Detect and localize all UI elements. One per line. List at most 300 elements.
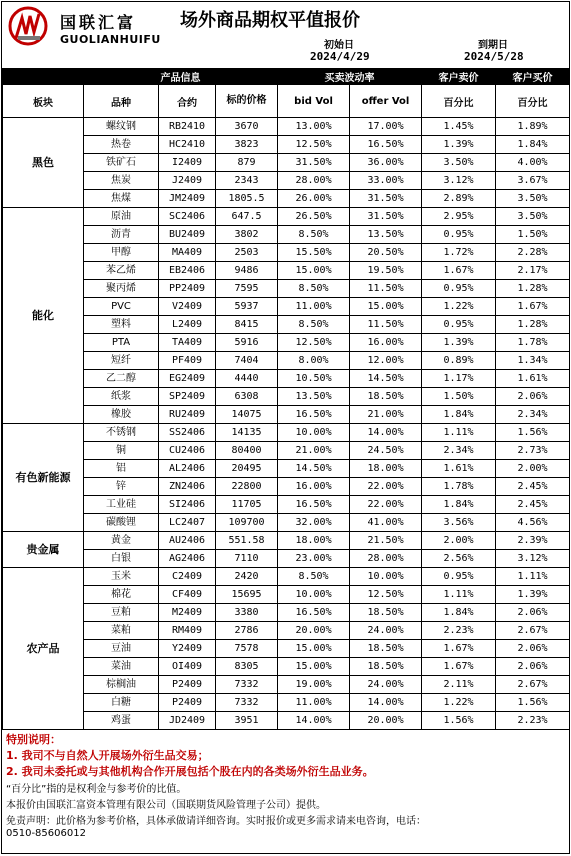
underlying-price-cell: 11705 [216, 496, 278, 514]
header [2, 2, 569, 68]
contract-cell: AG2406 [159, 550, 216, 568]
offer-vol-cell: 11.50% [350, 316, 422, 334]
contract-cell: HC2410 [159, 136, 216, 154]
sell-pct-cell: 0.95% [422, 568, 496, 586]
variety-cell: 苯乙烯 [84, 262, 159, 280]
table-row [3, 388, 570, 406]
col-underlying-price: 标的价格 [216, 85, 278, 118]
sell-pct-cell: 0.95% [422, 280, 496, 298]
table-row [3, 118, 570, 136]
underlying-price-cell: 22800 [216, 478, 278, 496]
buy-pct-cell: 2.06% [496, 604, 570, 622]
underlying-price-cell: 8415 [216, 316, 278, 334]
table-row [3, 658, 570, 676]
report-title: 场外商品期权平值报价 [180, 10, 360, 31]
sell-pct-cell: 2.56% [422, 550, 496, 568]
table-row [3, 262, 570, 280]
contract-cell: RM409 [159, 622, 216, 640]
underlying-price-cell: 3823 [216, 136, 278, 154]
sell-pct-cell: 1.45% [422, 118, 496, 136]
variety-cell: 豆油 [84, 640, 159, 658]
sell-pct-cell: 0.95% [422, 226, 496, 244]
underlying-price-cell: 6308 [216, 388, 278, 406]
variety-cell: 白银 [84, 550, 159, 568]
buy-pct-cell: 3.50% [496, 208, 570, 226]
bid-vol-cell: 16.50% [278, 604, 350, 622]
variety-cell: 焦炭 [84, 172, 159, 190]
variety-cell: 聚丙烯 [84, 280, 159, 298]
underlying-price-cell: 20495 [216, 460, 278, 478]
column-header-row [3, 85, 570, 118]
end-date-label: 到期日 [478, 40, 508, 51]
offer-vol-cell: 24.00% [350, 622, 422, 640]
sell-pct-cell: 1.84% [422, 604, 496, 622]
bid-vol-cell: 15.00% [278, 658, 350, 676]
variety-cell: 豆粕 [84, 604, 159, 622]
contract-cell: C2409 [159, 568, 216, 586]
contract-cell: L2409 [159, 316, 216, 334]
sell-pct-cell: 1.78% [422, 478, 496, 496]
table-row [3, 586, 570, 604]
sell-pct-cell: 1.72% [422, 244, 496, 262]
sell-pct-cell: 1.17% [422, 370, 496, 388]
contract-cell: PF409 [159, 352, 216, 370]
underlying-price-cell: 551.58 [216, 532, 278, 550]
offer-vol-cell: 14.00% [350, 694, 422, 712]
contract-cell: I2409 [159, 154, 216, 172]
quote-table [2, 68, 570, 730]
offer-vol-cell: 24.50% [350, 442, 422, 460]
buy-pct-cell: 1.61% [496, 370, 570, 388]
buy-pct-cell: 1.39% [496, 586, 570, 604]
buy-pct-cell: 2.39% [496, 532, 570, 550]
table-body [3, 118, 570, 730]
bid-vol-cell: 31.50% [278, 154, 350, 172]
group-vol: 买卖波动率 [278, 69, 422, 85]
logo-name-en: GUOLIANHUIFU [60, 33, 161, 46]
buy-pct-cell: 2.00% [496, 460, 570, 478]
variety-cell: 碳酸锂 [84, 514, 159, 532]
contract-cell: P2409 [159, 676, 216, 694]
underlying-price-cell: 7578 [216, 640, 278, 658]
sell-pct-cell: 1.39% [422, 334, 496, 352]
variety-cell: 不锈钢 [84, 424, 159, 442]
offer-vol-cell: 20.00% [350, 712, 422, 730]
contract-cell: JM2409 [159, 190, 216, 208]
buy-pct-cell: 1.28% [496, 280, 570, 298]
contract-cell: PP2409 [159, 280, 216, 298]
offer-vol-cell: 36.00% [350, 154, 422, 172]
bid-vol-cell: 23.00% [278, 550, 350, 568]
buy-pct-cell: 1.28% [496, 316, 570, 334]
table-row [3, 568, 570, 586]
buy-pct-cell: 4.00% [496, 154, 570, 172]
bid-vol-cell: 11.00% [278, 694, 350, 712]
variety-cell: 原油 [84, 208, 159, 226]
buy-pct-cell: 1.67% [496, 298, 570, 316]
underlying-price-cell: 1805.5 [216, 190, 278, 208]
variety-cell: 铁矿石 [84, 154, 159, 172]
buy-pct-cell: 1.34% [496, 352, 570, 370]
bid-vol-cell: 13.00% [278, 118, 350, 136]
variety-cell: 纸浆 [84, 388, 159, 406]
contract-cell: BU2409 [159, 226, 216, 244]
underlying-price-cell: 7332 [216, 694, 278, 712]
sell-pct-cell: 1.50% [422, 388, 496, 406]
offer-vol-cell: 22.00% [350, 478, 422, 496]
variety-cell: 热卷 [84, 136, 159, 154]
contract-cell: J2409 [159, 172, 216, 190]
variety-cell: 塑料 [84, 316, 159, 334]
buy-pct-cell: 2.45% [496, 478, 570, 496]
sell-pct-cell: 2.11% [422, 676, 496, 694]
bid-vol-cell: 15.50% [278, 244, 350, 262]
buy-pct-cell: 2.73% [496, 442, 570, 460]
sector-name: 贵金属 [3, 532, 84, 568]
buy-pct-cell: 1.78% [496, 334, 570, 352]
footer-disclaimer: 免责声明：此价格为参考价格，具体承做请详细咨询。实时报价或更多需求请来电咨询，电话： [6, 816, 426, 827]
group-client-buy: 客户买价 [496, 69, 570, 85]
sell-pct-cell: 3.12% [422, 172, 496, 190]
underlying-price-cell: 2343 [216, 172, 278, 190]
start-date-label: 初始日 [324, 40, 354, 51]
sell-pct-cell: 1.56% [422, 712, 496, 730]
offer-vol-cell: 18.50% [350, 604, 422, 622]
bid-vol-cell: 8.50% [278, 280, 350, 298]
underlying-price-cell: 3670 [216, 118, 278, 136]
buy-pct-cell: 2.17% [496, 262, 570, 280]
contract-cell: V2409 [159, 298, 216, 316]
bid-vol-cell: 8.50% [278, 226, 350, 244]
bid-vol-cell: 32.00% [278, 514, 350, 532]
footer-notes [2, 729, 569, 854]
variety-cell: 焦煤 [84, 190, 159, 208]
sell-pct-cell: 1.22% [422, 694, 496, 712]
variety-cell: 菜油 [84, 658, 159, 676]
buy-pct-cell: 3.12% [496, 550, 570, 568]
bid-vol-cell: 10.00% [278, 586, 350, 604]
contract-cell: M2409 [159, 604, 216, 622]
sell-pct-cell: 2.89% [422, 190, 496, 208]
table-row [3, 640, 570, 658]
bid-vol-cell: 14.50% [278, 460, 350, 478]
sector-name: 能化 [3, 208, 84, 424]
table-row [3, 280, 570, 298]
bid-vol-cell: 11.00% [278, 298, 350, 316]
bid-vol-cell: 16.50% [278, 496, 350, 514]
underlying-price-cell: 5937 [216, 298, 278, 316]
underlying-price-cell: 14075 [216, 406, 278, 424]
buy-pct-cell: 1.56% [496, 694, 570, 712]
sell-pct-cell: 1.67% [422, 640, 496, 658]
underlying-price-cell: 7110 [216, 550, 278, 568]
col-sector: 板块 [3, 85, 84, 118]
offer-vol-cell: 17.00% [350, 118, 422, 136]
variety-cell: 铝 [84, 460, 159, 478]
table-row [3, 298, 570, 316]
bid-vol-cell: 21.00% [278, 442, 350, 460]
bid-vol-cell: 28.00% [278, 172, 350, 190]
table-row [3, 550, 570, 568]
footer-title: 特别说明： [6, 733, 61, 746]
offer-vol-cell: 18.50% [350, 658, 422, 676]
contract-cell: EB2406 [159, 262, 216, 280]
table-row [3, 442, 570, 460]
table-row [3, 532, 570, 550]
contract-cell: SS2406 [159, 424, 216, 442]
sell-pct-cell: 2.00% [422, 532, 496, 550]
sell-pct-cell: 1.67% [422, 262, 496, 280]
contract-cell: AL2406 [159, 460, 216, 478]
variety-cell: 螺纹钢 [84, 118, 159, 136]
underlying-price-cell: 2786 [216, 622, 278, 640]
underlying-price-cell: 3802 [216, 226, 278, 244]
offer-vol-cell: 16.00% [350, 334, 422, 352]
table-row [3, 460, 570, 478]
contract-cell: CF409 [159, 586, 216, 604]
table-row [3, 154, 570, 172]
sell-pct-cell: 1.61% [422, 460, 496, 478]
col-bid-vol: bid Vol [278, 85, 350, 118]
offer-vol-cell: 21.00% [350, 406, 422, 424]
table-row [3, 352, 570, 370]
col-offer-vol: offer Vol [350, 85, 422, 118]
underlying-price-cell: 9486 [216, 262, 278, 280]
table-row [3, 244, 570, 262]
bid-vol-cell: 8.50% [278, 568, 350, 586]
contract-cell: SP2409 [159, 388, 216, 406]
underlying-price-cell: 4440 [216, 370, 278, 388]
quote-sheet [1, 1, 570, 854]
underlying-price-cell: 2420 [216, 568, 278, 586]
bid-vol-cell: 20.00% [278, 622, 350, 640]
offer-vol-cell: 31.50% [350, 190, 422, 208]
variety-cell: 工业硅 [84, 496, 159, 514]
contract-cell: SI2406 [159, 496, 216, 514]
buy-pct-cell: 1.56% [496, 424, 570, 442]
offer-vol-cell: 22.00% [350, 496, 422, 514]
contract-cell: RU2409 [159, 406, 216, 424]
table-row [3, 424, 570, 442]
variety-cell: 棕榈油 [84, 676, 159, 694]
contract-cell: MA409 [159, 244, 216, 262]
sell-pct-cell: 2.34% [422, 442, 496, 460]
sell-pct-cell: 1.11% [422, 586, 496, 604]
sell-pct-cell: 1.67% [422, 658, 496, 676]
table-row [3, 172, 570, 190]
group-header-row [3, 69, 570, 85]
table-row [3, 712, 570, 730]
group-product-info: 产品信息 [84, 69, 278, 85]
footer-note-1: 1. 我司不与自然人开展场外衍生品交易； [6, 749, 209, 762]
table-row [3, 136, 570, 154]
buy-pct-cell: 4.56% [496, 514, 570, 532]
variety-cell: 棉花 [84, 586, 159, 604]
table-row [3, 478, 570, 496]
offer-vol-cell: 31.50% [350, 208, 422, 226]
variety-cell: 玉米 [84, 568, 159, 586]
contract-cell: AU2406 [159, 532, 216, 550]
offer-vol-cell: 10.00% [350, 568, 422, 586]
sell-pct-cell: 1.84% [422, 496, 496, 514]
buy-pct-cell: 2.23% [496, 712, 570, 730]
bid-vol-cell: 16.00% [278, 478, 350, 496]
group-client-sell: 客户卖价 [422, 69, 496, 85]
table-row [3, 496, 570, 514]
bid-vol-cell: 26.50% [278, 208, 350, 226]
sell-pct-cell: 2.95% [422, 208, 496, 226]
bid-vol-cell: 26.00% [278, 190, 350, 208]
sell-pct-cell: 0.95% [422, 316, 496, 334]
underlying-price-cell: 8305 [216, 658, 278, 676]
offer-vol-cell: 41.00% [350, 514, 422, 532]
buy-pct-cell: 2.06% [496, 640, 570, 658]
buy-pct-cell: 3.50% [496, 190, 570, 208]
offer-vol-cell: 33.00% [350, 172, 422, 190]
variety-cell: PVC [84, 298, 159, 316]
offer-vol-cell: 13.50% [350, 226, 422, 244]
bid-vol-cell: 10.50% [278, 370, 350, 388]
sell-pct-cell: 0.89% [422, 352, 496, 370]
buy-pct-cell: 2.06% [496, 388, 570, 406]
bid-vol-cell: 8.00% [278, 352, 350, 370]
buy-pct-cell: 3.67% [496, 172, 570, 190]
contract-cell: Y2409 [159, 640, 216, 658]
group-blank [3, 69, 84, 85]
sell-pct-cell: 3.56% [422, 514, 496, 532]
contract-cell: CU2406 [159, 442, 216, 460]
underlying-price-cell: 5916 [216, 334, 278, 352]
sell-pct-cell: 1.39% [422, 136, 496, 154]
contract-cell: EG2409 [159, 370, 216, 388]
contract-cell: P2409 [159, 694, 216, 712]
contract-cell: OI409 [159, 658, 216, 676]
offer-vol-cell: 15.00% [350, 298, 422, 316]
variety-cell: 乙二醇 [84, 370, 159, 388]
underlying-price-cell: 2503 [216, 244, 278, 262]
col-buy-pct: 百分比 [496, 85, 570, 118]
sell-pct-cell: 1.11% [422, 424, 496, 442]
underlying-price-cell: 7404 [216, 352, 278, 370]
contract-cell: TA409 [159, 334, 216, 352]
offer-vol-cell: 19.50% [350, 262, 422, 280]
end-date: 2024/5/28 [464, 50, 524, 63]
col-contract: 合约 [159, 85, 216, 118]
underlying-price-cell: 879 [216, 154, 278, 172]
sell-pct-cell: 1.84% [422, 406, 496, 424]
underlying-price-cell: 7332 [216, 676, 278, 694]
underlying-price-cell: 3380 [216, 604, 278, 622]
underlying-price-cell: 7595 [216, 280, 278, 298]
table-row [3, 190, 570, 208]
table-row [3, 694, 570, 712]
table-row [3, 334, 570, 352]
offer-vol-cell: 18.50% [350, 640, 422, 658]
bid-vol-cell: 12.50% [278, 334, 350, 352]
guolian-logo-icon [8, 6, 48, 46]
logo-name-cn: 国联汇富 [60, 13, 137, 32]
buy-pct-cell: 2.34% [496, 406, 570, 424]
variety-cell: 菜粕 [84, 622, 159, 640]
offer-vol-cell: 14.50% [350, 370, 422, 388]
bid-vol-cell: 16.50% [278, 406, 350, 424]
contract-cell: JD2409 [159, 712, 216, 730]
bid-vol-cell: 14.00% [278, 712, 350, 730]
variety-cell: PTA [84, 334, 159, 352]
sell-pct-cell: 3.50% [422, 154, 496, 172]
buy-pct-cell: 2.45% [496, 496, 570, 514]
offer-vol-cell: 12.00% [350, 352, 422, 370]
variety-cell: 黄金 [84, 532, 159, 550]
bid-vol-cell: 12.50% [278, 136, 350, 154]
sector-name: 黑色 [3, 118, 84, 208]
table-row [3, 208, 570, 226]
underlying-price-cell: 3951 [216, 712, 278, 730]
underlying-price-cell: 109700 [216, 514, 278, 532]
offer-vol-cell: 20.50% [350, 244, 422, 262]
offer-vol-cell: 18.00% [350, 460, 422, 478]
offer-vol-cell: 16.50% [350, 136, 422, 154]
buy-pct-cell: 2.67% [496, 676, 570, 694]
table-row [3, 316, 570, 334]
offer-vol-cell: 11.50% [350, 280, 422, 298]
buy-pct-cell: 1.84% [496, 136, 570, 154]
underlying-price-cell: 80400 [216, 442, 278, 460]
underlying-price-cell: 647.5 [216, 208, 278, 226]
variety-cell: 甲醇 [84, 244, 159, 262]
offer-vol-cell: 28.00% [350, 550, 422, 568]
bid-vol-cell: 13.50% [278, 388, 350, 406]
buy-pct-cell: 2.06% [496, 658, 570, 676]
bid-vol-cell: 19.00% [278, 676, 350, 694]
footer-phone: 0510-85606012 [6, 828, 86, 839]
col-sell-pct: 百分比 [422, 85, 496, 118]
sector-name: 农产品 [3, 568, 84, 730]
variety-cell: 鸡蛋 [84, 712, 159, 730]
contract-cell: LC2407 [159, 514, 216, 532]
footer-percent-note: “百分比”指的是权利金与参考价的比值。 [6, 784, 187, 795]
buy-pct-cell: 2.28% [496, 244, 570, 262]
buy-pct-cell: 1.89% [496, 118, 570, 136]
table-row [3, 406, 570, 424]
buy-pct-cell: 1.11% [496, 568, 570, 586]
footer-provider: 本报价由国联汇富资本管理有限公司（国联期货风险管理子公司）提供。 [6, 800, 326, 811]
variety-cell: 白糖 [84, 694, 159, 712]
footer-note-2: 2. 我司未委托或与其他机构合作开展包括个股在内的各类场外衍生品业务。 [6, 765, 374, 778]
variety-cell: 锌 [84, 478, 159, 496]
offer-vol-cell: 21.50% [350, 532, 422, 550]
underlying-price-cell: 14135 [216, 424, 278, 442]
buy-pct-cell: 1.50% [496, 226, 570, 244]
offer-vol-cell: 14.00% [350, 424, 422, 442]
col-variety: 品种 [84, 85, 159, 118]
table-row [3, 604, 570, 622]
sell-pct-cell: 1.22% [422, 298, 496, 316]
contract-cell: RB2410 [159, 118, 216, 136]
offer-vol-cell: 18.50% [350, 388, 422, 406]
underlying-price-cell: 15695 [216, 586, 278, 604]
contract-cell: ZN2406 [159, 478, 216, 496]
sector-name: 有色新能源 [3, 424, 84, 532]
buy-pct-cell: 2.67% [496, 622, 570, 640]
sell-pct-cell: 2.23% [422, 622, 496, 640]
offer-vol-cell: 24.00% [350, 676, 422, 694]
table-row [3, 622, 570, 640]
variety-cell: 短纤 [84, 352, 159, 370]
variety-cell: 铜 [84, 442, 159, 460]
bid-vol-cell: 15.00% [278, 262, 350, 280]
offer-vol-cell: 12.50% [350, 586, 422, 604]
